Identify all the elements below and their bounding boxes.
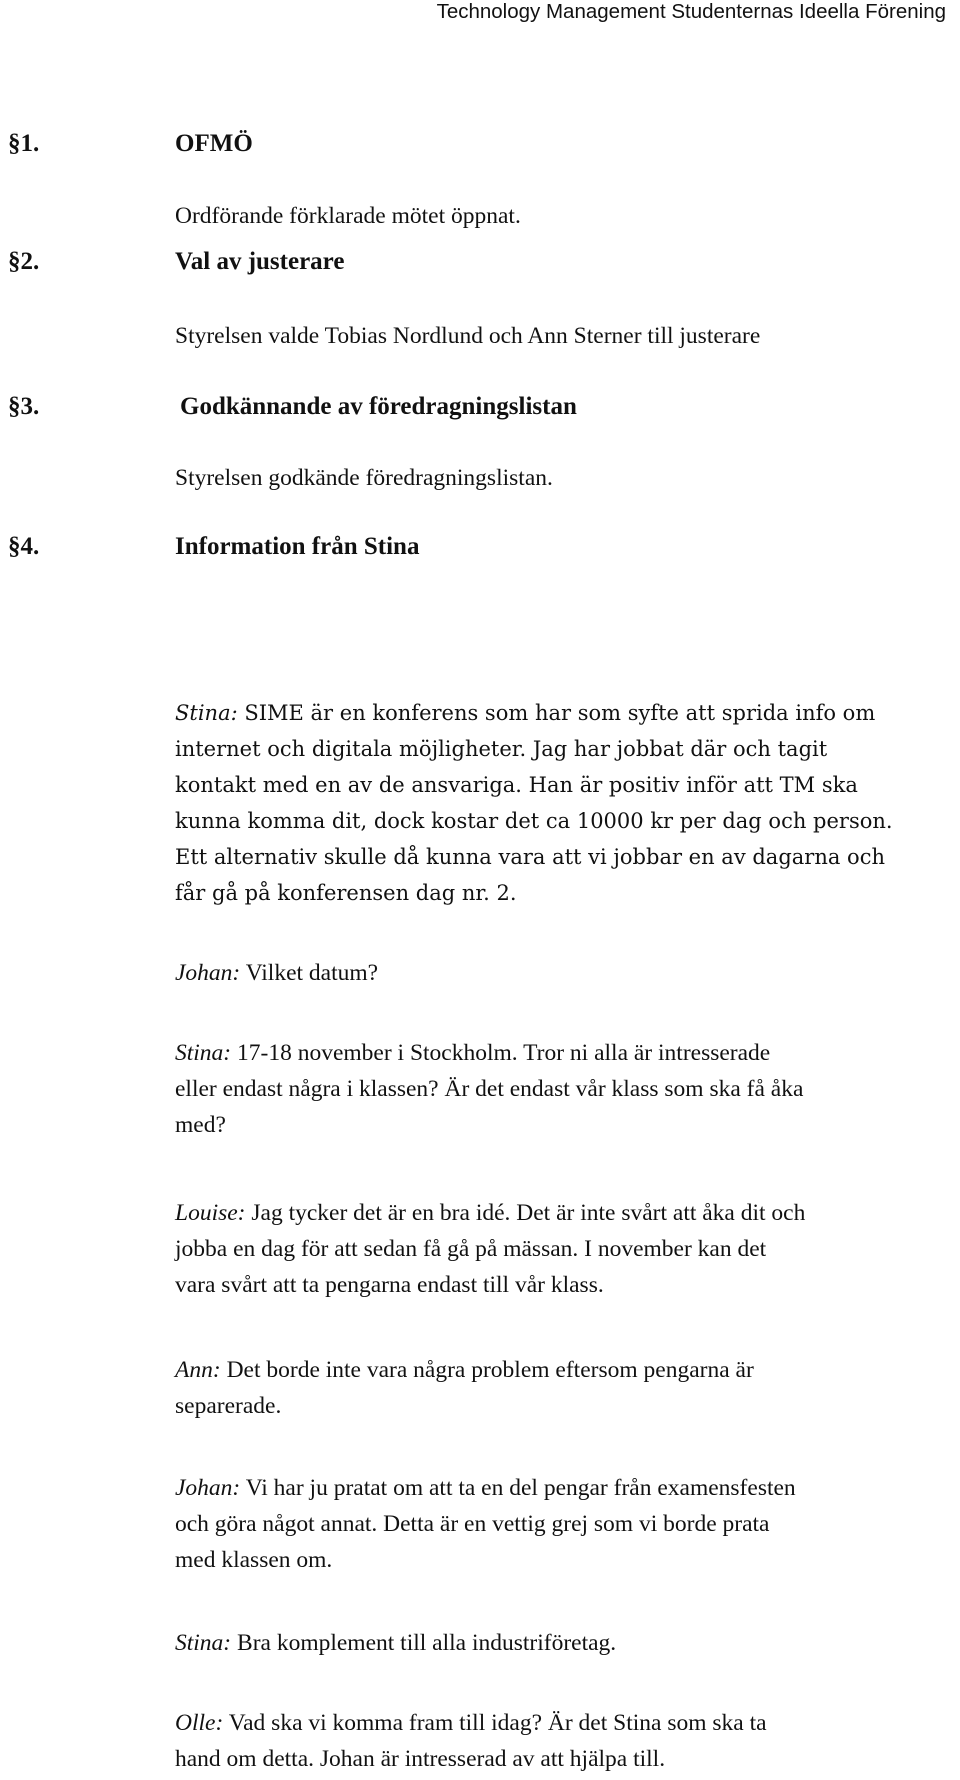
discussion-entry — [175, 1625, 955, 1661]
entry-line: vara svårt att ta pengarna endast till vår klass. — [175, 1272, 604, 1298]
section-number: §3. — [8, 393, 40, 420]
speaker-name: Ann: — [175, 1357, 221, 1383]
entry-line: med? — [175, 1112, 226, 1138]
entry-line: får gå på konferensen dag nr. 2. — [175, 881, 517, 905]
section-paragraph: Styrelsen godkände föredragningslistan. — [175, 465, 553, 491]
discussion-entry — [175, 955, 955, 991]
entry-line: SIME är en konferens som har som syfte att sprida info om — [237, 701, 876, 725]
section-title: Information från Stina — [175, 533, 420, 560]
speaker-name: Stina: — [175, 1630, 232, 1656]
section-number: §2. — [8, 248, 40, 275]
discussion-entry — [175, 1470, 955, 1578]
speaker-name: Louise: — [175, 1200, 246, 1226]
entry-line: separerade. — [175, 1393, 282, 1419]
entry-line: kontakt med en av de ansvariga. Han är positiv inför att TM ska — [175, 773, 858, 797]
section-title: Val av justerare — [175, 248, 345, 275]
discussion-entry — [175, 695, 955, 911]
entry-line: och göra något annat. Detta är en vettig grej som vi borde prata — [175, 1511, 770, 1537]
speaker-name: Stina: — [175, 1040, 232, 1066]
section-title: Godkännande av föredragningslistan — [180, 393, 577, 420]
discussion-entry — [175, 1705, 955, 1777]
entry-line: Vad ska vi komma fram till idag? Är det Stina som ska ta — [223, 1710, 767, 1736]
section-number: §4. — [8, 533, 40, 560]
entry-line: Jag tycker det är en bra idé. Det är inte svårt att åka dit och — [245, 1200, 806, 1226]
discussion-entry — [175, 1195, 955, 1303]
entry-line: hand om detta. Johan är intresserad av att hjälpa till. — [175, 1746, 666, 1772]
organization-header: Technology Management Studenternas Ideella Förening — [436, 0, 946, 23]
entry-line: Det borde inte vara några problem eftersom pengarna är — [220, 1357, 754, 1383]
entry-line: 17-18 november i Stockholm. Tror ni alla är intresserade — [231, 1040, 771, 1066]
entry-line: internet och digitala möjligheter. Jag har jobbat där och tagit — [175, 737, 828, 761]
entry-line: med klassen om. — [175, 1547, 333, 1573]
speaker-name: Johan: — [175, 1475, 241, 1501]
entry-line: Vi har ju pratat om att ta en del pengar från examensfesten — [240, 1475, 796, 1501]
section-title: OFMÖ — [175, 130, 253, 157]
discussion-entry — [175, 1352, 955, 1424]
section-paragraph: Ordförande förklarade mötet öppnat. — [175, 203, 521, 229]
entry-line: eller endast några i klassen? Är det endast vår klass som ska få åka — [175, 1076, 804, 1102]
section-paragraph: Styrelsen valde Tobias Nordlund och Ann Sterner till justerare — [175, 323, 761, 349]
entry-line: Ett alternativ skulle då kunna vara att vi jobbar en av dagarna och — [175, 845, 885, 869]
section-number: §1. — [8, 130, 40, 157]
entry-line: kunna komma dit, dock kostar det ca 10000 kr per dag och person. — [175, 809, 893, 833]
entry-line: Vilket datum? — [240, 960, 379, 986]
speaker-name: Stina: — [175, 701, 238, 725]
discussion-entry — [175, 1035, 955, 1143]
speaker-name: Olle: — [175, 1710, 224, 1736]
entry-line: jobba en dag för att sedan få gå på mässan. I november kan det — [175, 1236, 767, 1262]
entry-line: Bra komplement till alla industriföretag. — [231, 1630, 617, 1656]
speaker-name: Johan: — [175, 960, 241, 986]
